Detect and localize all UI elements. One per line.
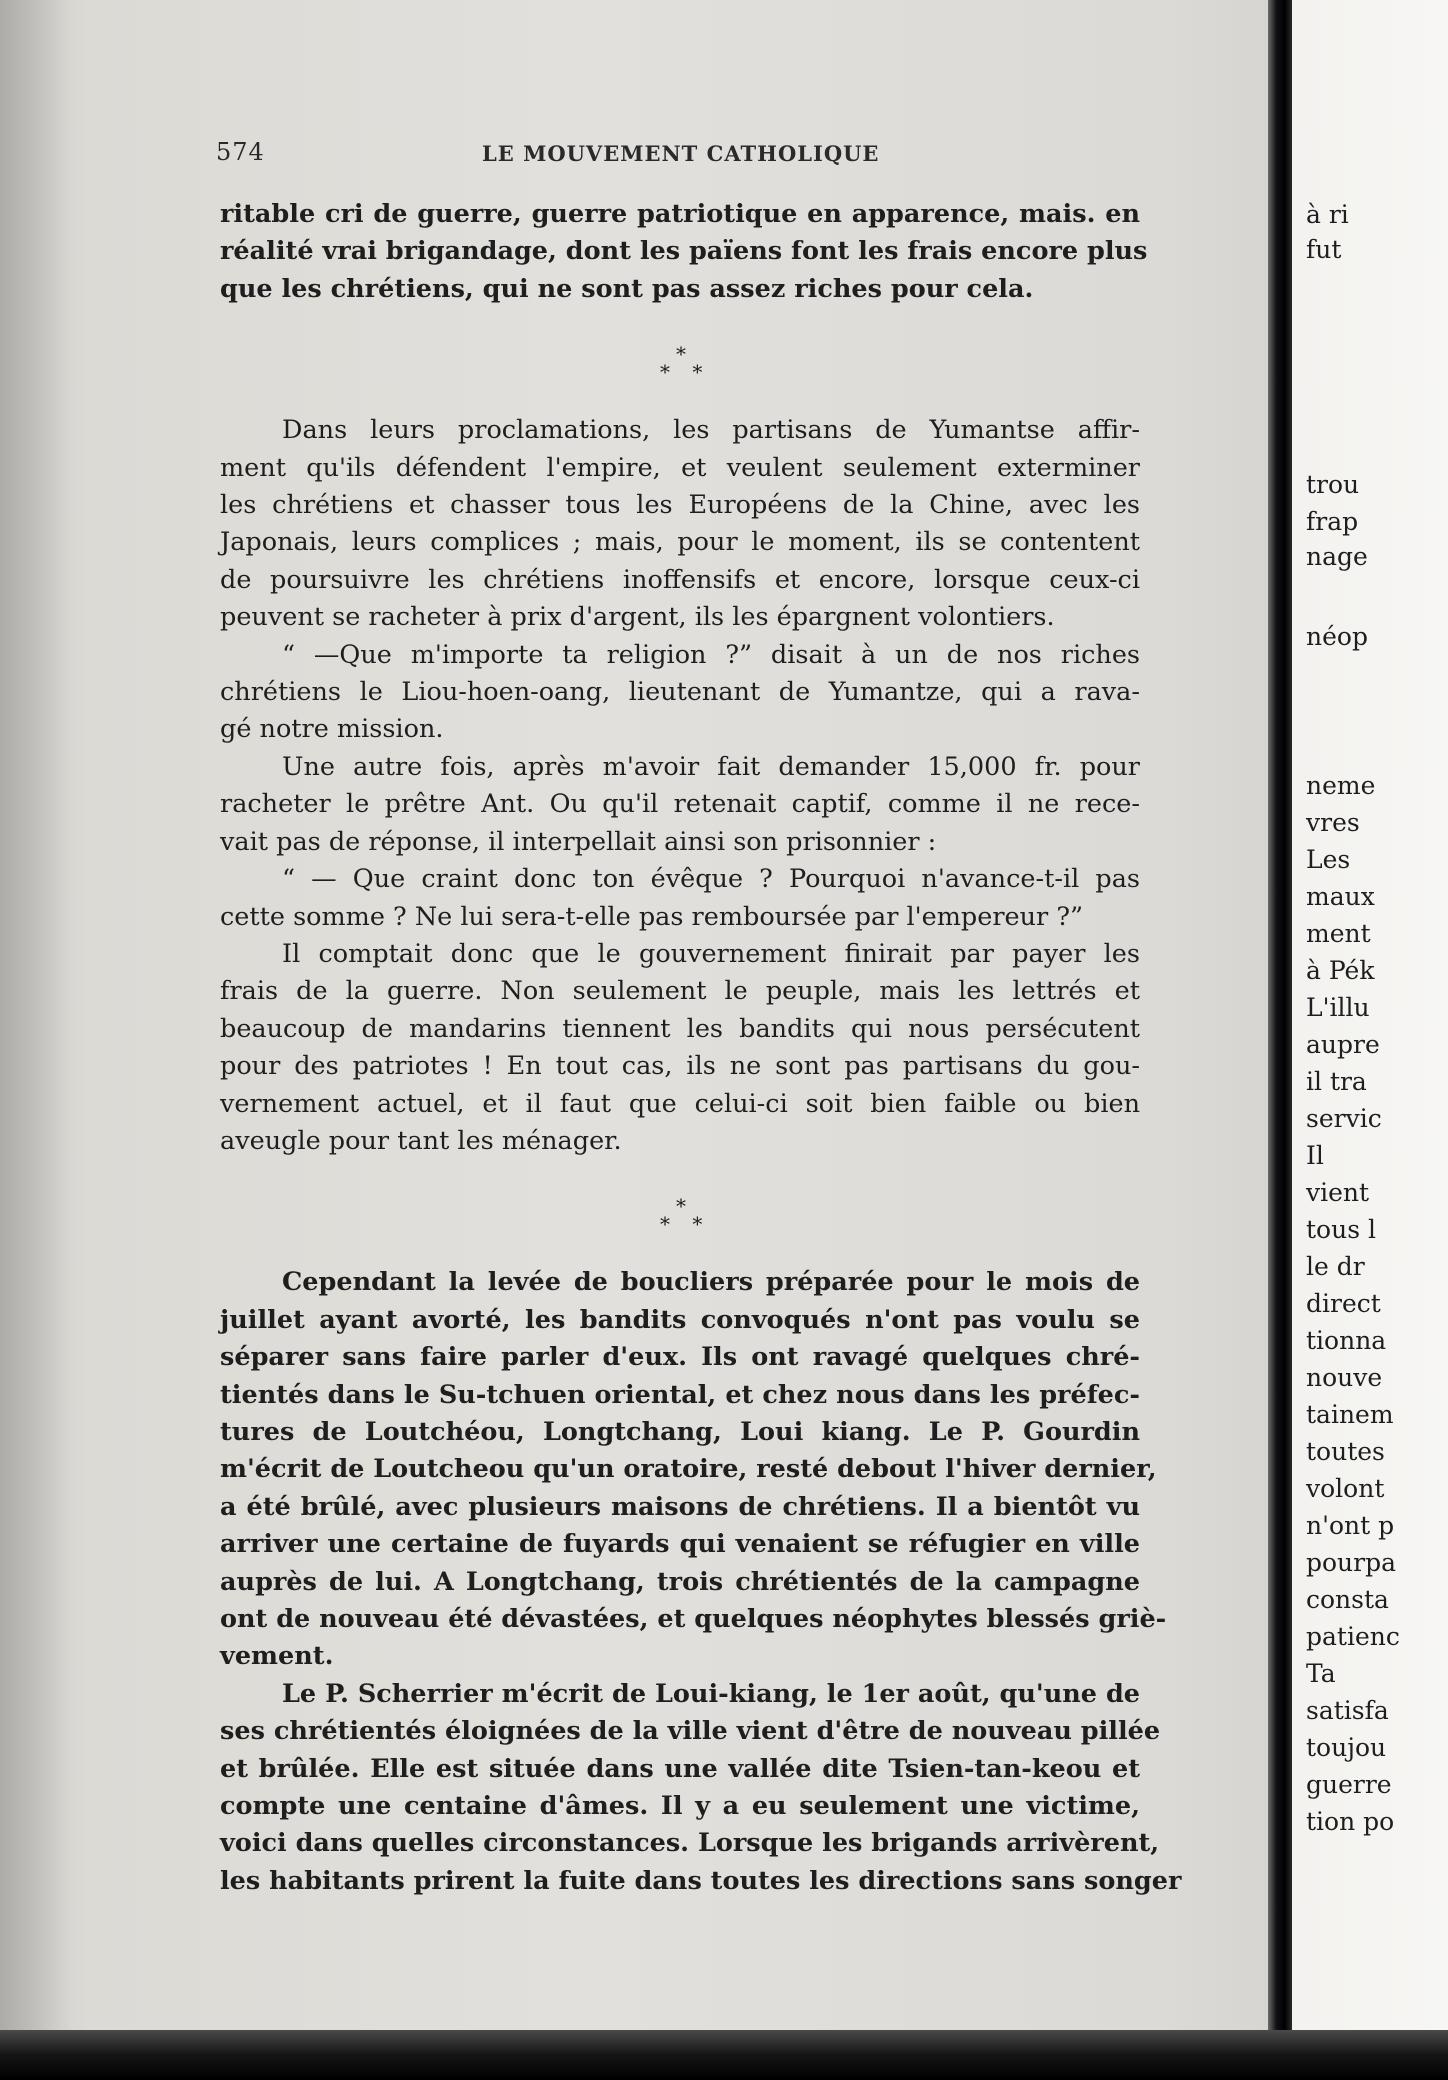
paragraph [220,936,1140,1160]
text-line: tures de Loutchéou, Longtchang, Loui kiang. Le P. Gourdin [220,1416,1140,1447]
body-text [220,196,1182,1900]
paragraph [220,637,1140,749]
text-line: les habitants prirent la fuite dans toutes les directions sans songer [220,1865,1182,1896]
running-title: LE MOUVEMENT CATHOLIQUE [482,141,880,166]
section-ornament [220,1160,1140,1264]
text-line: séparer sans faire parler d'eux. Ils ont ravagé quelques chré- [220,1342,1140,1373]
facing-page-line: volont [1306,1474,1385,1503]
facing-page-line: toujou [1306,1733,1387,1762]
facing-page-line: nage [1306,542,1368,571]
facing-page-line: n'ont p [1306,1511,1395,1540]
ornament-stars: * * [660,360,711,385]
page-header [216,138,1146,172]
text-line: cette somme ? Ne lui sera-t-elle pas remboursée par l'empereur ?” [220,901,1084,932]
facing-page-line: à ri [1306,200,1349,229]
text-line: gé notre mission. [220,714,444,745]
text-line: ritable cri de guerre, guerre patriotique en apparence, mais. en [220,199,1140,229]
text-line: Le P. Scherrier m'écrit de Loui-kiang, le 1er août, qu'une de [282,1678,1140,1709]
facing-page-line: Ta [1306,1659,1336,1688]
text-line: vait pas de réponse, il interpellait ainsi son prisonnier : [220,826,937,857]
paragraph [220,861,1140,936]
facing-page-line: trou [1306,470,1360,499]
facing-page-line: ment [1306,919,1371,948]
text-line: que les chrétiens, qui ne sont pas assez riches pour cela. [220,273,1034,304]
facing-page-line: frap [1306,507,1359,536]
text-line: peuvent se racheter à prix d'argent, ils les épargnent volontiers. [220,602,1055,633]
facing-page-line: L'illu [1306,993,1370,1022]
paragraph [220,412,1140,636]
facing-page-line: vient [1306,1178,1370,1207]
ornament-star: * [676,342,686,367]
text-line: de poursuivre les chrétiens inoffensifs et encore, lorsque ceux-ci [220,564,1140,595]
text-line: racheter le prêtre Ant. Ou qu'il retenait captif, comme il ne rece- [220,789,1140,820]
text-line: et brûlée. Elle est située dans une vallée dite Tsien-tan-keou et [220,1753,1140,1784]
page-number: 574 [216,138,265,166]
text-line: arriver une certaine de fuyards qui venaient se réfugier en ville [220,1529,1140,1560]
facing-page-line: fut [1306,235,1342,264]
page-edge-shadow [0,0,70,2030]
text-line: juillet ayant avorté, les bandits convoqués n'ont pas voulu se [220,1304,1140,1335]
scan-bottom-border [0,2030,1448,2080]
text-line: tientés dans le Su-tchuen oriental, et chez nous dans les préfec- [220,1379,1140,1410]
text-line: “ —Que m'importe ta religion ?” disait à un de nos riches [282,639,1140,670]
facing-page-line: patienc [1306,1622,1400,1651]
text-line: Cependant la levée de boucliers préparée pour le mois de [282,1267,1140,1298]
ornament-stars: * * [660,1212,711,1237]
text-line: Une autre fois, après m'avoir fait demander 15,000 fr. pour [282,751,1140,782]
ornament-star: * [676,1194,686,1219]
facing-page-line: à Pék [1306,956,1375,985]
text-line: compte une centaine d'âmes. Il y a eu seulement une victime, [220,1791,1140,1822]
facing-page-line: le dr [1306,1252,1365,1281]
facing-page-line: Il [1306,1141,1324,1170]
text-line: vernement actuel, et il faut que celui-ci soit bien faible ou bien [220,1088,1140,1119]
facing-page-line: direct [1306,1289,1381,1318]
facing-page-line: guerre [1306,1770,1392,1799]
text-line: les chrétiens et chasser tous les Européens de la Chine, avec les [220,490,1140,521]
text-line: réalité vrai brigandage, dont les païens font les frais encore plus [220,236,1148,267]
paragraph [220,749,1140,861]
section-ornament [220,308,1140,412]
paragraph [220,1264,1167,1675]
facing-page-line: servic [1306,1104,1382,1133]
facing-page-line: neme [1306,771,1376,800]
facing-page-line: nouve [1306,1363,1383,1392]
facing-page-line: aupre [1306,1030,1380,1059]
text-line: “ — Que craint donc ton évêque ? Pourquoi n'avance-t-il pas [282,864,1140,895]
text-line: Japonais, leurs complices ; mais, pour le moment, ils se contentent [220,527,1140,558]
facing-page-line: tion po [1306,1807,1395,1836]
text-line: frais de la guerre. Non seulement le peuple, mais les lettrés et [220,976,1140,1007]
text-line: ses chrétientés éloignées de la ville vient d'être de nouveau pillée [220,1716,1161,1747]
text-line: ont de nouveau été dévastées, et quelques néophytes blessés griè- [220,1604,1167,1634]
facing-page-line: néop [1306,622,1368,651]
text-line: pour des patriotes ! En tout cas, ils ne sont pas partisans du gou- [220,1051,1140,1082]
text-line: beaucoup de mandarins tiennent les bandits qui nous persécutent [220,1013,1140,1044]
text-line: aveugle pour tant les ménager. [220,1125,622,1156]
facing-page-line: pourpa [1306,1548,1397,1577]
text-line: chrétiens le Liou-hoen-oang, lieutenant de Yumantze, qui a rava- [220,677,1140,708]
text-line: auprès de lui. A Longtchang, trois chrétientés de la campagne [220,1566,1140,1597]
text-line: m'écrit de Loutcheou qu'un oratoire, resté debout l'hiver dernier, [220,1454,1157,1485]
facing-page-line: Les [1306,845,1351,874]
book-gutter [1268,0,1292,2030]
text-line: a été brûlé, avec plusieurs maisons de chrétiens. Il a bientôt vu [220,1491,1140,1522]
facing-page-line: consta [1306,1585,1389,1614]
facing-page-line: satisfa [1306,1696,1389,1725]
facing-page-line: toutes [1306,1437,1385,1466]
text-line: Dans leurs proclamations, les partisans de Yumantse affir- [282,415,1140,446]
facing-page-line: tous l [1306,1215,1376,1244]
facing-page-line: maux [1306,882,1375,911]
text-line: Il comptait donc que le gouvernement finirait par payer les [282,938,1140,969]
facing-page-line: vres [1306,808,1360,837]
facing-page-line: il tra [1306,1067,1367,1096]
facing-page-line: tainem [1306,1400,1394,1429]
text-line: voici dans quelles circonstances. Lorsque les brigands arrivèrent, [220,1828,1160,1859]
text-line: ment qu'ils défendent l'empire, et veulent seulement exterminer [220,452,1140,483]
facing-page-line: tionna [1306,1326,1387,1355]
paragraph [220,196,1148,308]
text-line: vement. [220,1641,334,1672]
paragraph [220,1676,1182,1900]
